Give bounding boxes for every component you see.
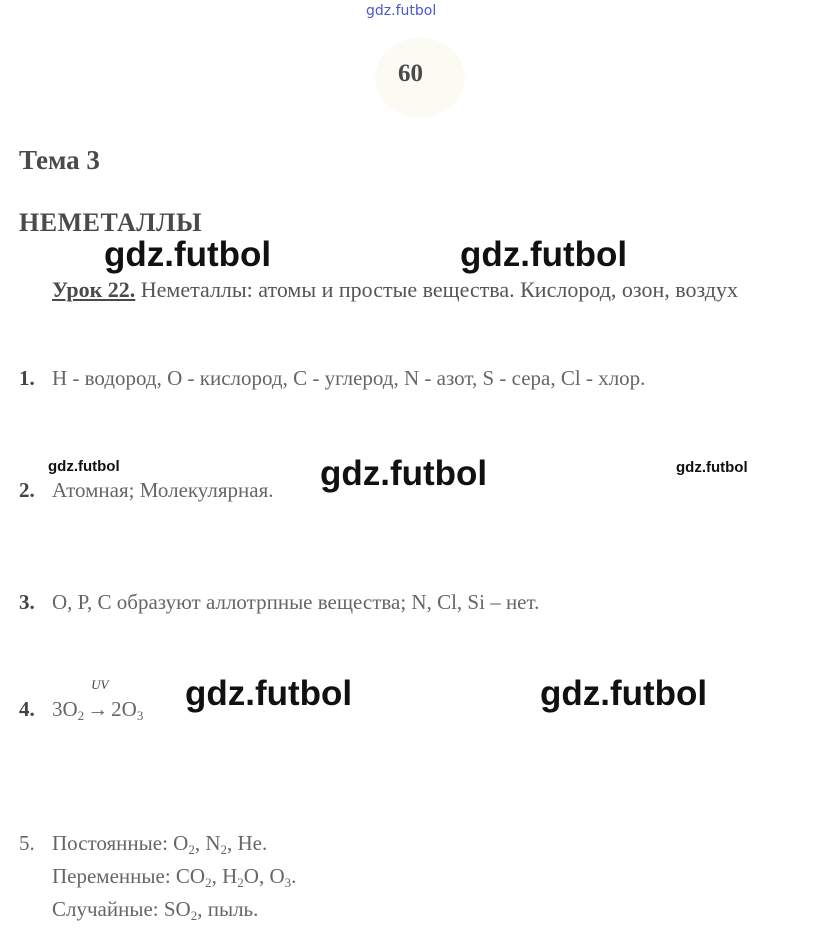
answer-1-text: H - водород, O - кислород, C - углерод, N - азот, S - сера, Cl - хлор. bbox=[52, 366, 646, 390]
watermark: gdz.futbol bbox=[48, 458, 120, 475]
page-number: 60 bbox=[398, 60, 423, 87]
answer-2 bbox=[19, 478, 273, 503]
reaction-reactant: $3O_2$ bbox=[52, 697, 85, 723]
answer-5-line-3: Случайные: $SO_2$, пыль. bbox=[52, 897, 259, 923]
answer-2-text: Атомная; Молекулярная. bbox=[52, 478, 274, 502]
lesson-label: Урок 22. bbox=[52, 277, 136, 302]
theme-title: Тема 3 bbox=[19, 145, 100, 175]
header-watermark: gdz.futbol bbox=[366, 3, 437, 19]
watermark: gdz.futbol bbox=[185, 674, 353, 713]
answer-3 bbox=[19, 590, 539, 615]
answer-1 bbox=[19, 366, 645, 391]
answer-3-number: 3. bbox=[19, 590, 35, 614]
reaction-condition: UV bbox=[91, 677, 109, 692]
watermark: gdz.futbol bbox=[104, 235, 272, 274]
answer-4-number: 4. bbox=[19, 697, 35, 721]
section-title: НЕМЕТАЛЛЫ bbox=[19, 208, 203, 237]
answer-5-line-2: Переменные: $CO_2$, $H_2O$, $O_3$. bbox=[52, 864, 297, 890]
answer-5-line-1: Постоянные: $O_2$, $N_2$, He. bbox=[52, 831, 268, 857]
answer-2-number: 2. bbox=[19, 478, 35, 502]
lesson-text: Неметаллы: атомы и простые вещества. Кислород, озон, воздух bbox=[135, 277, 738, 302]
answer-5-number: 5. bbox=[19, 831, 35, 855]
watermark: gdz.futbol bbox=[540, 674, 708, 713]
reaction-product: $2O_3$ bbox=[111, 697, 144, 723]
watermark: gdz.futbol bbox=[460, 235, 628, 274]
lesson-heading bbox=[52, 273, 812, 307]
answer-3-text: O, P, C образуют аллотрпные вещества; N, Cl, Si – нет. bbox=[52, 590, 540, 614]
watermark: gdz.futbol bbox=[320, 454, 488, 493]
watermark: gdz.futbol bbox=[676, 459, 748, 476]
answer-4 bbox=[19, 677, 144, 724]
reaction-arrow: UV → bbox=[87, 677, 109, 721]
answer-1-number: 1. bbox=[19, 366, 35, 390]
